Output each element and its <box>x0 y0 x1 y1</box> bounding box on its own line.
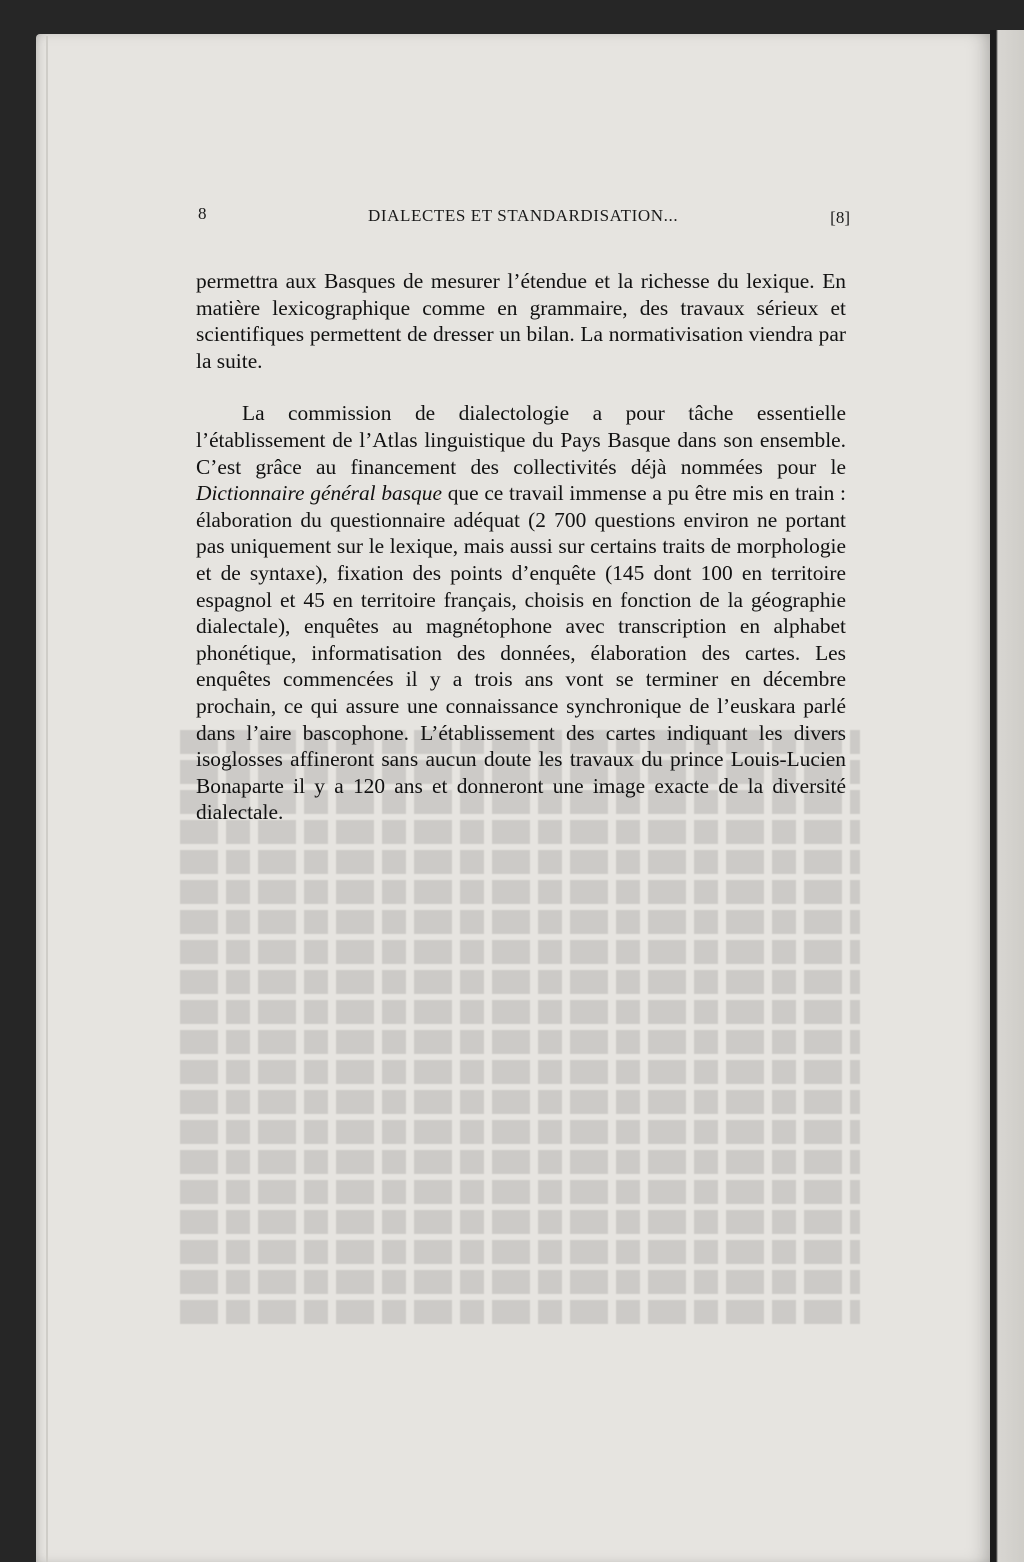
adjacent-page-edge <box>990 30 1024 1562</box>
page-reference: [8] <box>830 208 850 227</box>
show-through-line <box>180 1180 860 1204</box>
show-through-line <box>180 970 860 994</box>
show-through-line <box>180 1210 860 1234</box>
show-through-line <box>180 1000 860 1024</box>
show-through-line <box>180 1030 860 1054</box>
paragraph <box>196 400 846 826</box>
show-through-line <box>180 1300 860 1324</box>
paragraph-text: La commission de dialectologie a pour tâche essentielle l’établissement de l’Atlas linguistique du Pays Basque dans son ensemble. C’est grâce au financement des collectivités déjà nommées pour le <box>196 401 846 479</box>
show-through-line <box>180 1270 860 1294</box>
running-title: DIALECTES ET STANDARDISATION... <box>368 206 679 225</box>
show-through-text <box>180 730 860 1370</box>
show-through-line <box>180 1060 860 1084</box>
page-binding-edge <box>46 36 48 1562</box>
show-through-line <box>180 880 860 904</box>
show-through-line <box>180 1150 860 1174</box>
show-through-line <box>180 940 860 964</box>
show-through-line <box>180 850 860 874</box>
show-through-line <box>180 1120 860 1144</box>
show-through-line <box>180 1090 860 1114</box>
show-through-line <box>180 910 860 934</box>
paragraph: permettra aux Basques de mesurer l’étendue et la richesse du lexique. En matière lexicographique comme en grammaire, des travaux sérieux et scientifiques permettent de dresser un bilan. La normativisation viendra par la suite. <box>196 269 846 373</box>
running-header <box>198 204 850 234</box>
paragraph-text: que ce travail immense a pu être mis en train : élaboration du questionnaire adéquat (2 700 questions environ ne portant pas uniquement sur le lexique, mais aussi sur certains traits de morphologie et de syntaxe), fixation des points d’enquête (145 dont 100 en territoire espagnol et 45 en territoire français, choisis en fonction de la géographie dialectale), enquêtes au magnétophone avec transcription en alphabet phonétique, informatisation des données, élaboration des cartes. Les enquêtes commencées il y a trois ans vont se terminer en décembre prochain, ce qui assure une connaissance synchronique de l’euskara parlé dans l’aire bascophone. L’établissement des cartes indiquant les divers isoglosses affineront sans aucun doute les travaux du prince Louis-Lucien Bonaparte il y a 120 ans et donneront une image exacte de la diversité dialectale. <box>196 481 846 825</box>
body-text <box>196 268 846 826</box>
show-through-line <box>180 1240 860 1264</box>
italic-title: Dictionnaire général basque <box>196 481 442 506</box>
page-number: 8 <box>198 204 207 223</box>
